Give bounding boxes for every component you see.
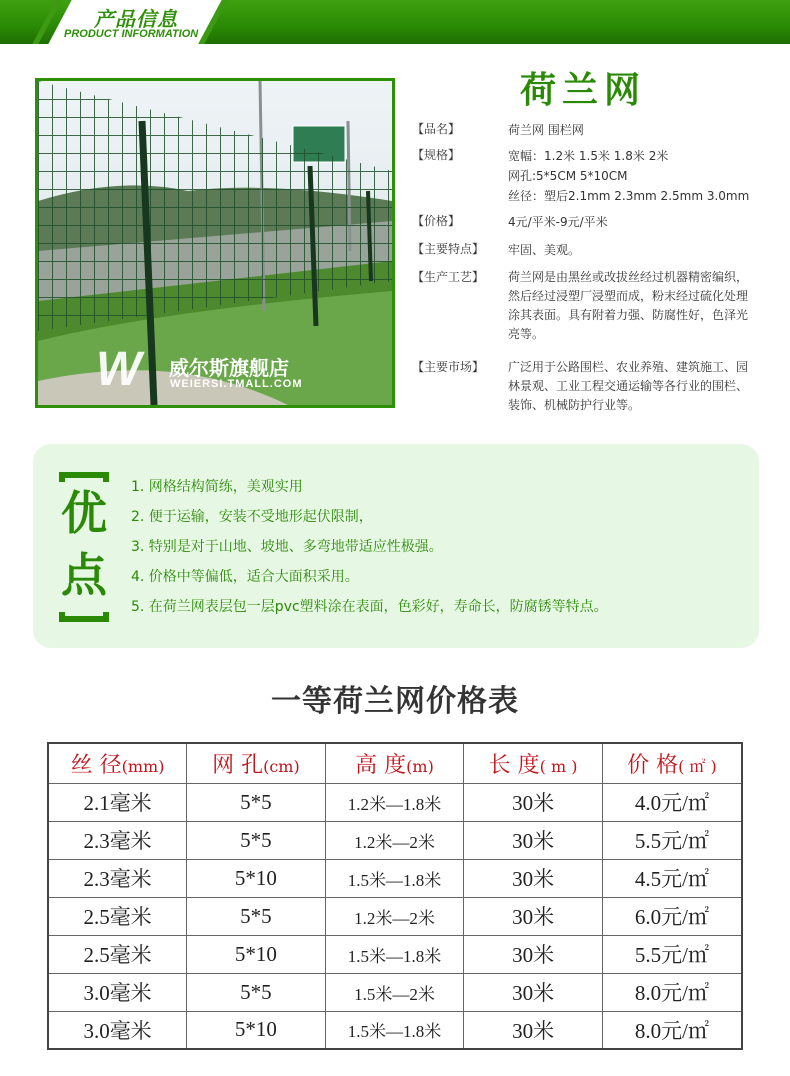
info-row-spec	[412, 146, 749, 206]
table-row	[48, 821, 742, 859]
banner-title: 产品信息	[94, 7, 178, 31]
table-row	[48, 973, 742, 1011]
info-value: 荷兰网是由黑丝或改拔丝经过机器精密编织，然后经过浸塑厂浸塑而成，粉末经过硫化处理涂其表面。具有附着力强、防腐性好，色泽光亮等。	[508, 270, 749, 341]
cell-price: 5.5元/㎡	[602, 935, 742, 973]
bracket-bottom	[59, 612, 109, 622]
cell-wire: 2.3毫米	[48, 859, 187, 897]
header-wire-diameter: 丝 径(mm)	[48, 743, 187, 783]
section-header-banner	[0, 0, 790, 44]
info-value: 牢固、美观。	[508, 243, 581, 257]
cell-price: 4.5元/㎡	[602, 859, 742, 897]
list-item: 4. 价格中等偏低，适合大面积采用。	[131, 569, 359, 585]
info-key: 【规格】	[412, 148, 461, 162]
cell-wire: 2.3毫米	[48, 821, 187, 859]
table-row	[48, 859, 742, 897]
cell-height: 1.5米—1.8米	[325, 935, 464, 973]
cell-height: 1.5米—2米	[325, 973, 464, 1011]
info-row-process	[412, 268, 756, 344]
info-value: 4元/平米-9元/平米	[508, 215, 608, 229]
cell-length: 30米	[464, 783, 603, 821]
cell-mesh: 5*5	[187, 821, 326, 859]
list-item: 1. 网格结构简练，美观实用	[131, 479, 303, 495]
cell-height: 1.2米—2米	[325, 897, 464, 935]
header-price: 价 格( ㎡ )	[602, 743, 742, 783]
info-key: 【价格】	[412, 214, 461, 228]
info-key: 【品名】	[412, 122, 461, 136]
cell-price: 6.0元/㎡	[602, 897, 742, 935]
info-value: 丝径：塑后2.1mm 2.3mm 2.5mm 3.0mm	[508, 189, 750, 203]
header-length: 长 度( m )	[464, 743, 603, 783]
table-row	[48, 1011, 742, 1049]
cell-length: 30米	[464, 1011, 603, 1049]
info-value: 荷兰网 围栏网	[508, 123, 584, 137]
cell-length: 30米	[464, 897, 603, 935]
cell-wire: 2.1毫米	[48, 783, 187, 821]
cell-mesh: 5*5	[187, 783, 326, 821]
advantages-char-1: 优	[61, 486, 107, 540]
info-row-features	[412, 240, 580, 260]
cell-length: 30米	[464, 859, 603, 897]
price-table	[47, 742, 743, 1050]
cell-length: 30米	[464, 973, 603, 1011]
info-key: 【主要特点】	[412, 242, 485, 256]
table-header-row	[48, 743, 742, 783]
banner-subtitle: PRODUCT INFORMATION	[64, 28, 199, 40]
cell-wire: 3.0毫米	[48, 1011, 187, 1049]
cell-price: 5.5元/㎡	[602, 821, 742, 859]
cell-wire: 2.5毫米	[48, 935, 187, 973]
info-value: 网孔:5*5CM 5*10CM	[508, 169, 628, 183]
table-row	[48, 935, 742, 973]
store-name-cn: 威尔斯旗舰店	[169, 356, 289, 380]
info-row-name	[412, 120, 584, 140]
store-url: WEIERSI.TMALL.COM	[170, 378, 303, 390]
cell-price: 8.0元/㎡	[602, 1011, 742, 1049]
info-row-market	[412, 358, 756, 415]
info-value: 广泛用于公路围栏、农业养殖、建筑施工、园林景观、工业工程交通运输等各行业的围栏、装饰、机械防护行业等。	[508, 360, 749, 412]
cell-mesh: 5*10	[187, 935, 326, 973]
store-watermark	[96, 343, 303, 396]
cell-height: 1.2米—2米	[325, 821, 464, 859]
cell-mesh: 5*5	[187, 897, 326, 935]
info-key: 【生产工艺】	[412, 270, 485, 284]
store-logo-w: W	[96, 343, 142, 396]
cell-price: 8.0元/㎡	[602, 973, 742, 1011]
cell-height: 1.5米—1.8米	[325, 859, 464, 897]
list-item: 3. 特别是对于山地、坡地、多弯地带适应性极强。	[131, 539, 443, 555]
cell-wire: 2.5毫米	[48, 897, 187, 935]
table-row	[48, 783, 742, 821]
cell-mesh: 5*10	[187, 1011, 326, 1049]
cell-height: 1.2米—1.8米	[325, 783, 464, 821]
cell-length: 30米	[464, 821, 603, 859]
cell-mesh: 5*5	[187, 973, 326, 1011]
product-name: 荷兰网	[520, 70, 647, 111]
advantages-badge	[57, 472, 111, 622]
cell-length: 30米	[464, 935, 603, 973]
header-height: 高 度(m)	[325, 743, 464, 783]
list-item: 2. 便于运输，安装不受地形起伏限制，	[131, 509, 373, 525]
price-table-title: 一等荷兰网价格表	[271, 684, 519, 719]
cell-price: 4.0元/㎡	[602, 783, 742, 821]
info-key: 【主要市场】	[412, 360, 485, 374]
info-row-price	[412, 212, 608, 232]
advantages-panel	[33, 444, 759, 648]
cell-wire: 3.0毫米	[48, 973, 187, 1011]
advantages-char-2: 点	[61, 548, 107, 602]
list-item: 5. 在荷兰网表层包一层pvc塑料涂在表面，色彩好，寿命长，防腐锈等特点。	[131, 599, 608, 615]
table-row	[48, 897, 742, 935]
bracket-top	[59, 472, 109, 482]
cell-height: 1.5米—1.8米	[325, 1011, 464, 1049]
header-mesh-size: 网 孔(cm)	[187, 743, 326, 783]
advantages-list	[131, 474, 608, 624]
product-photo	[35, 78, 395, 408]
info-value: 宽幅：1.2米 1.5米 1.8米 2米	[508, 149, 669, 163]
cell-mesh: 5*10	[187, 859, 326, 897]
